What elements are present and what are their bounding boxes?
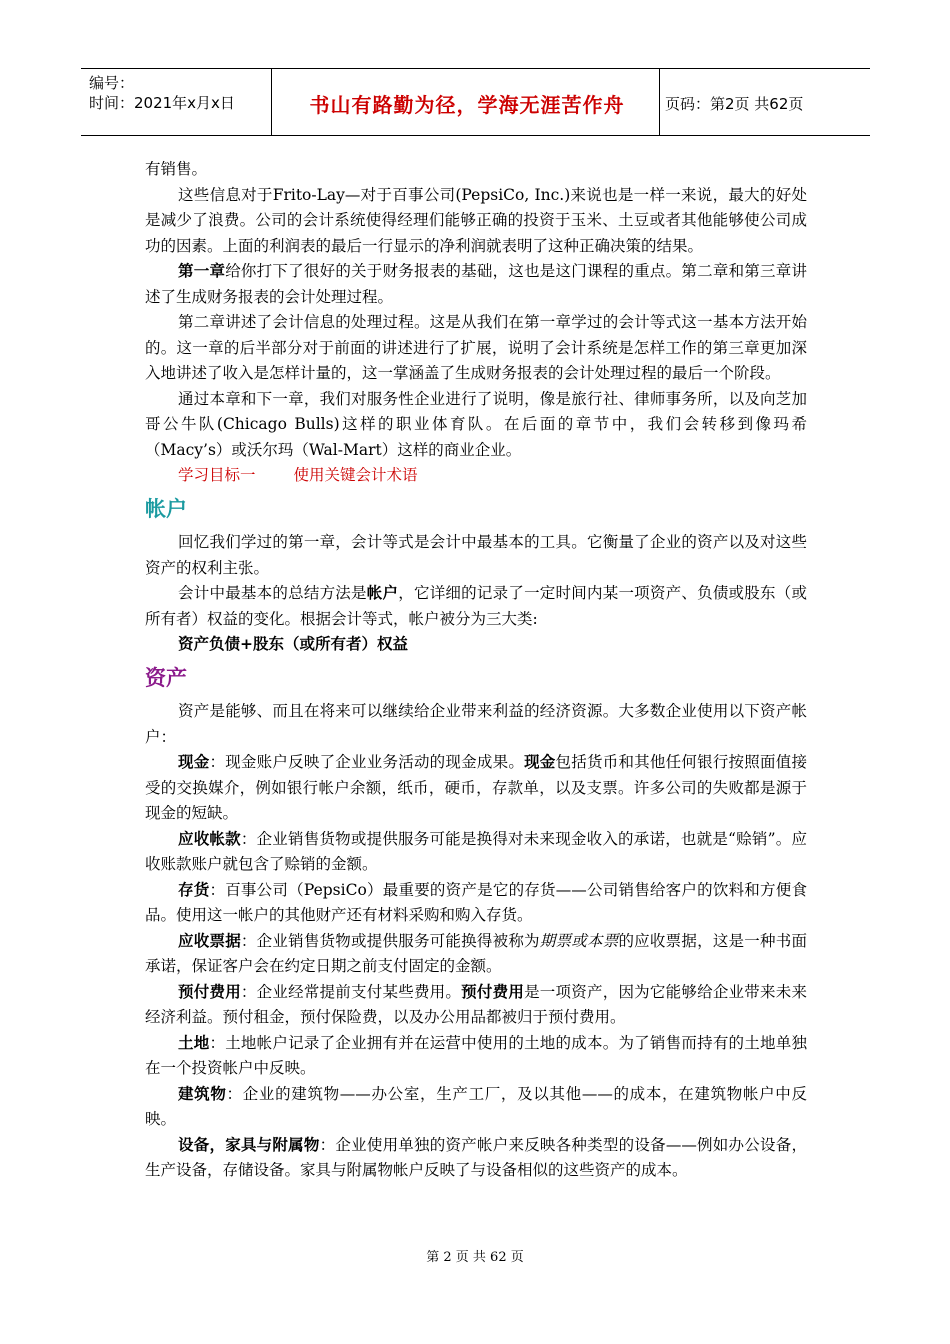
heading-assets: 资产 [145,665,187,690]
bold-term: 帐户 [366,584,399,602]
bold-term: 存货 [178,880,210,899]
bold-term: 设备，家具与附属物 [178,1135,320,1154]
document-time-label: 时间：2021年x月x日 [89,94,235,112]
accounting-equation: 资产负债+股东（或所有者）权益 [178,635,408,653]
bold-term: 建筑物 [178,1084,227,1103]
bold-term: 应收帐款 [178,829,241,848]
document-body [145,157,807,1184]
bold-term: 预付费用 [178,982,241,1001]
bold-term: 预付费用 [461,982,525,1001]
objective-text: 使用关键会计术语 [293,466,418,484]
header-page-info: 页码：第2页 共62页 [665,95,804,113]
paragraph: 回忆我们学过的第一章，会计等式是会计中最基本的工具。它衡量了企业的资产以及对这些资产的权利主张。 [145,533,807,577]
paragraph-text: ：土地帐户记录了企业拥有并在运营中使用的土地的成本。为了销售而持有的土地单独在一个投资帐户中反映。 [145,1033,807,1077]
paragraph-text: 会计中最基本的总结方法是 [178,584,367,602]
bold-term: 现金 [524,753,556,771]
bold-term: 现金 [178,753,210,771]
learning-objective [145,463,807,489]
paragraph-text: 给你打下了很好的关于财务报表的基础，这也是这门课程的重点。第二章和第三章讲述了生成财务报表的会计处理过程。 [145,262,807,306]
paragraph-prepaid [145,980,807,1031]
document-number-label: 编号： [89,74,135,92]
paragraph: 资产是能够、而且在将来可以继续给企业带来利益的经济资源。大多数企业使用以下资产帐户： [145,702,807,746]
italic-term: 期票或本票 [539,931,619,950]
paragraph-text: ：现金账户反映了企业业务活动的现金成果。 [209,753,525,771]
paragraph-equipment [145,1133,807,1184]
header-divider-right [659,69,660,135]
paragraph: 通过本章和下一章，我们对服务性企业进行了说明，像是旅行社、律师事务所，以及向芝加哥公牛队(Chicago Bulls)这样的职业体育队。在后面的章节中，我们会转移到像玛希（Macy’s）或沃尔玛（Wal-Mart）这样的商业企业。 [145,389,807,459]
header-motto: 书山有路勤为径，学海无涯苦作舟 [309,93,625,117]
paragraph-notes-receivable [145,929,807,980]
paragraph-text: ：企业销售货物或提供服务可能换得被称为 [240,931,540,950]
paragraph-buildings [145,1082,807,1133]
page-footer: 第 2 页 共 62 页 [426,1250,524,1265]
objective-number: 学习目标一 [178,466,256,484]
paragraph: 有销售。 [145,160,208,178]
paragraph-land [145,1031,807,1082]
paragraph-text: 是一项资产，因为它能够给企业带来未来经济利益。预付租金，预付保险费，以及办公用品都被归于预付费用。 [145,982,807,1026]
header-meta [89,73,271,113]
paragraph-text: 的应收票据，这是一种书面承诺，保证客户会在约定日期之前支付固定的金额。 [145,931,807,975]
paragraph-text: ：百事公司（PepsiCo）最重要的资产是它的存货——公司销售给客户的饮料和方便食品。使用这一帐户的其他财产还有材料采购和购入存货。 [145,880,807,924]
paragraph-text: 包括货币和其他任何银行按照面值接受的交换媒介，例如银行帐户余额，纸币，硬币，存款单，以及支票。许多公司的失败都是源于现金的短缺。 [145,753,807,822]
paragraph-text: ：企业使用单独的资产帐户来反映各种类型的设备——例如办公设备，生产设备，存储设备。家具与附属物帐户反映了与设备相似的这些资产的成本。 [145,1135,807,1179]
paragraph: 第二章讲述了会计信息的处理过程。这是从我们在第一章学过的会计等式这一基本方法开始的。这一章的后半部分对于前面的讲述进行了扩展，说明了会计系统是怎样工作的第三章更加深入地讲述了收入是怎样计量的，这一掌涵盖了生成财务报表的会计处理过程的最后一个阶段。 [145,313,807,382]
header-divider-left [271,69,272,135]
heading-accounts: 帐户 [145,496,187,521]
paragraph-text: ，它详细的记录了一定时间内某一项资产、负债或股东（或所有者）权益的变化。根据会计等式，帐户被分为三大类: [145,584,807,628]
paragraph-text: ：企业的建筑物——办公室，生产工厂，及以其他——的成本，在建筑物帐户中反映。 [145,1084,807,1128]
bold-term: 第一章 [178,262,226,280]
page-header [81,68,870,136]
paragraph-cash [145,750,807,827]
paragraph-text: ：企业经常提前支付某些费用。 [240,982,462,1001]
paragraph [145,581,807,632]
paragraph-text: ：企业销售货物或提供服务可能是换得对未来现金收入的承诺，也就是“赊销”。应收账款账户就包含了赊销的金额。 [145,829,807,873]
paragraph: 这些信息对于Frito-Lay—对于百事公司(PepsiCo, Inc.)来说也是一样一来说，最大的好处是减少了浪费。公司的会计系统使得经理们能够正确的投资于玉米、土豆或者其他能够使公司成功的因素。上面的利润表的最后一行显示的净利润就表明了这种正确决策的结果。 [145,185,807,255]
paragraph-receivables [145,827,807,878]
paragraph [145,259,807,310]
paragraph-inventory [145,878,807,929]
bold-term: 应收票据 [178,931,241,950]
bold-term: 土地 [178,1033,210,1052]
